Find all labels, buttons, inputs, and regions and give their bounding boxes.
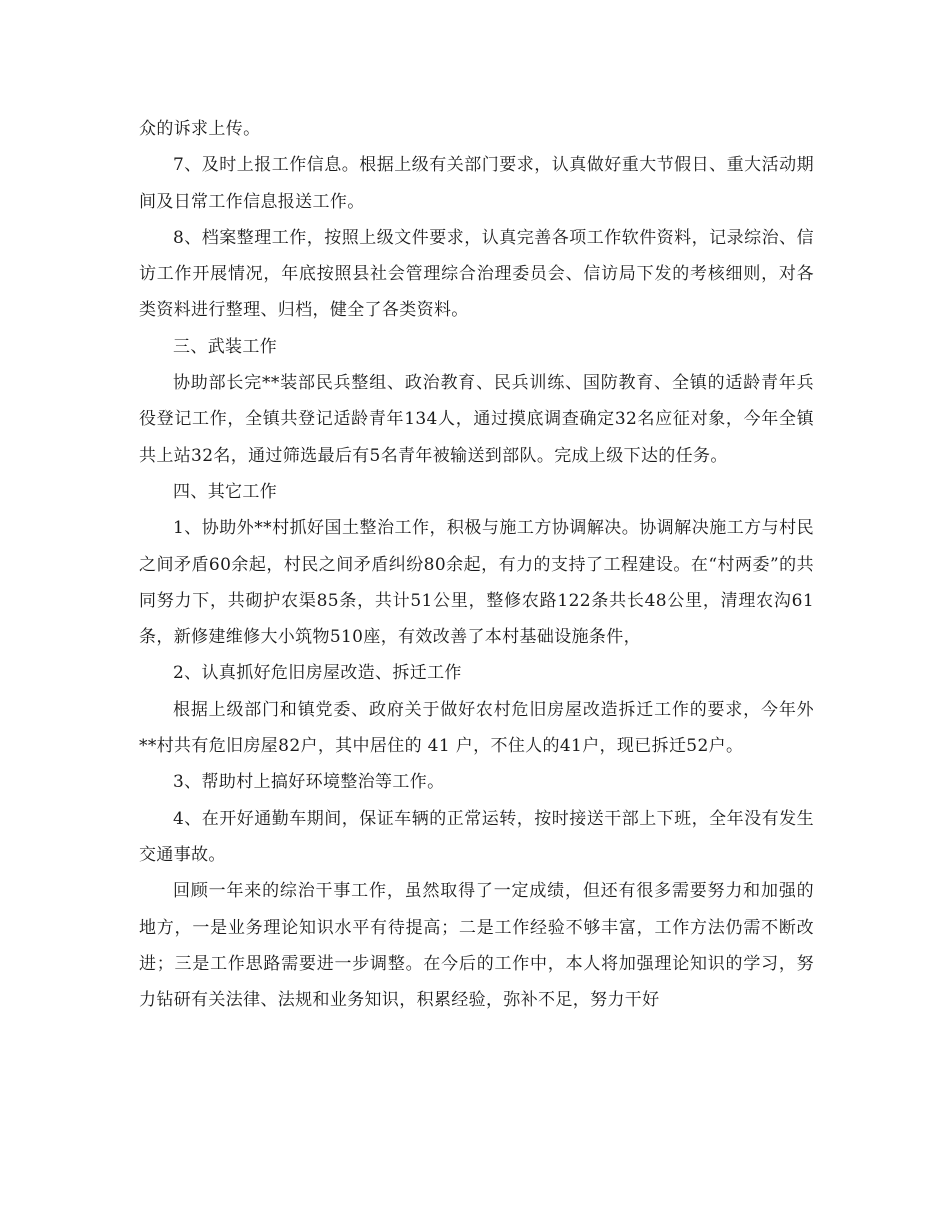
section-heading-armed-forces: 三、武装工作 [173, 336, 278, 357]
paragraph-2: 7、及时上报工作信息。根据上级有关部门要求，认真做好重大节假日、重大活动期间及日常工作信息报送工作。 [139, 155, 814, 212]
paragraph-5: 协助部长完**装部民兵整组、政治教育、民兵训练、国防教育、全镇的适龄青年兵役登记工作，全镇共登记适龄青年134人，通过摸底调查确定32名应征对象，今年全镇共上站32名，通过筛选最后有5名青年被输送到部队。完成上级下达的任务。 [139, 373, 814, 466]
paragraph-8: 2、认真抓好危旧房屋改造、拆迁工作 [173, 663, 462, 684]
paragraph-7: 1、协助外**村抓好国土整治工作，积极与施工方协调解决。协调解决施工方与村民之间矛盾60余起，村民之间矛盾纠纷80余起，有力的支持了工程建设。在“村两委”的共同努力下，共砌护农渠85条，共计51公里，整修农路122条共长48公里，清理农沟61条，新修建维修大小筑物510座，有效改善了本村基础设施条件， [139, 518, 814, 648]
paragraph-3: 8、档案整理工作，按照上级文件要求，认真完善各项工作软件资料，记录综治、信访工作开展情况，年底按照县社会管理综合治理委员会、信访局下发的考核细则，对各类资料进行整理、归档，健全了各类资料。 [139, 227, 814, 321]
paragraph-12: 回顾一年来的综治干事工作，虽然取得了一定成绩，但还有很多需要努力和加强的地方，一是业务理论知识水平有待提高；二是工作经验不够丰富，工作方法仍需不断改进；三是工作思路需要进一步调整。在今后的工作中，本人将加强理论知识的学习，努力钻研有关法律、法规和业务知识，积累经验，弥补不足，努力干好 [139, 881, 814, 1011]
paragraph-9: 根据上级部门和镇党委、政府关于做好农村危旧房屋改造拆迁工作的要求，今年外**村共有危旧房屋82户，其中居住的 41 户，不住人的41户，现已拆迁52户。 [139, 699, 814, 757]
paragraph-10: 3、帮助村上搞好环境整治等工作。 [173, 772, 445, 793]
document-page [139, 111, 814, 1018]
paragraph-1: 众的诉求上传。 [139, 119, 261, 139]
paragraph-11: 4、在开好通勤车期间，保证车辆的正常运转，按时接送干部上下班，全年没有发生交通事故。 [139, 808, 814, 865]
section-heading-other-work: 四、其它工作 [173, 481, 278, 502]
